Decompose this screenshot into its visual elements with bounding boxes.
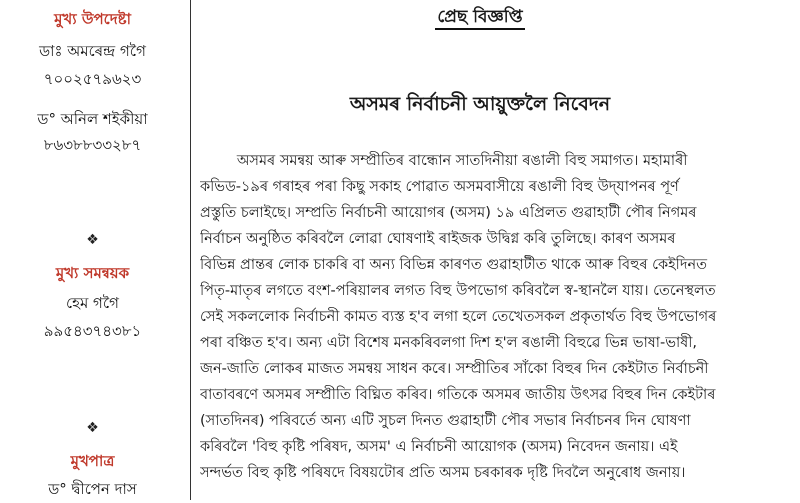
text-line: সেই সকললোক নিৰ্বাচনী কামত ব্যস্ত হ'ব লগা হলে তেখেতসকল প্ৰকৃতাৰ্থত বিহু উপভোগৰ (200, 309, 717, 325)
text-line: কৰিবলৈ 'বিহু কৃষ্টি পৰিষদ, অসম' এ নিৰ্বাচনী আয়োগক (অসম) নিবেদন জনায়। এই (200, 439, 678, 455)
coordinator-phone: ৯৯৫৪৩৭৪৩৮১ (43, 322, 142, 340)
text-line: পিতৃ-মাতৃৰ লগতে বংশ-পৰিয়ালৰ লগত বিহু উপভোগ কৰিবলৈ স্ব-স্থানলৈ যায়। তেনেস্থলত (200, 283, 716, 299)
page-title (200, 4, 760, 32)
page-title-text: প্ৰেছ বিজ্ঞপ্তি (435, 7, 524, 30)
text-line: অসমৰ সমন্বয় আৰু সম্প্ৰীতিৰ বান্ধোন সাতদিনীয়া ৰঙালী বিহু সমাগত। মহামাৰী (200, 153, 688, 169)
advisor-phone: ৮৬৩৮৮৩৩২৮৭ (43, 136, 142, 154)
text-line: (সাতদিনৰ) পৰিবৰ্তে অন্য এটি সুচল দিনত গুৱাহাটী পৌৰ সভাৰ নিৰ্বাচনৰ দিন ঘোষণা (200, 413, 691, 429)
ornament-icon: ❖ (86, 420, 99, 436)
advisor-phone: ৭০০২৫৭৯৬২৩ (43, 70, 142, 88)
spokesperson-title: মুখপাত্ৰ (70, 452, 115, 470)
text-line: প্ৰস্তুতি চলাইছে। সম্প্ৰতি নিৰ্বাচনী আয়োগৰ (অসম) ১৯ এপ্ৰিলত গুৱাহাটী পৌৰ নিগমৰ (200, 205, 697, 221)
spokesperson-name: ড° দ্বীপেন দাস (48, 480, 137, 498)
press-release (200, 0, 790, 500)
divider (190, 0, 191, 500)
chief-advisor-title: মুখ্য উপদেষ্টা (54, 10, 131, 28)
text-line: বিভিন্ন প্ৰান্তৰ লোক চাকৰি বা অন্য বিভিন্ন কাৰণত গুৱাহাটীত থাকে আৰু বিহুৰ কেইদিনত (200, 257, 707, 273)
text-line: সন্দৰ্ভত বিহু কৃষ্টি পৰিষদে বিষয়টোৰ প্ৰতি অসম চৰকাৰক দৃষ্টি দিবলৈ অনুৰোধ জনায়। (200, 465, 686, 481)
text-line: পৰা বঞ্চিত হ'ব। অন্য এটা বিশেষ মনকৰিবলগা দিশ হ'ল ৰঙালী বিহুৱে ভিন্ন ভাষা-ভাষী, (200, 335, 697, 351)
text-line: কভিড-১৯ৰ গৰাহৰ পৰা কিছু সকাহ পোৱাত অসমবাসীয়ে ৰঙালী বিহু উদ্‌যাপনৰ পূৰ্ণ (200, 179, 679, 195)
advisor-name: ড° অনিল শইকীয়া (37, 110, 148, 128)
sidebar (0, 0, 185, 500)
subheading: অসমৰ নিৰ্বাচনী আয়ুক্তলৈ নিবেদন (349, 93, 611, 115)
coordinator-title: মুখ্য সমন্বয়ক (55, 264, 130, 282)
advisor-name: ডাঃ অমৰেন্দ্ৰ গগৈ (39, 42, 146, 60)
ornament-icon: ❖ (86, 232, 99, 248)
text-line: বাতাবৰণে অসমৰ সম্প্ৰীতি বিঘ্নিত কৰিব। গতিকে অসমৰ জাতীয় উৎসৱ বিহুৰ দিন কেইটাৰ (200, 387, 716, 403)
text-line: জন-জাতি লোকৰ মাজত সমন্বয় সাধন কৰে। সম্প্ৰীতিৰ সাঁকো বিহুৰ দিন কেইটাত নিৰ্বাচনী (200, 361, 709, 377)
text-line: নিৰ্বাচন অনুষ্ঠিত কৰিবলৈ লোৱা ঘোষণাই ৰাইজক উদ্বিগ্ন কৰি তুলিছে। কাৰণ অসমৰ (200, 231, 676, 247)
coordinator-name: হেম গগৈ (65, 294, 120, 312)
body-text (200, 148, 780, 486)
